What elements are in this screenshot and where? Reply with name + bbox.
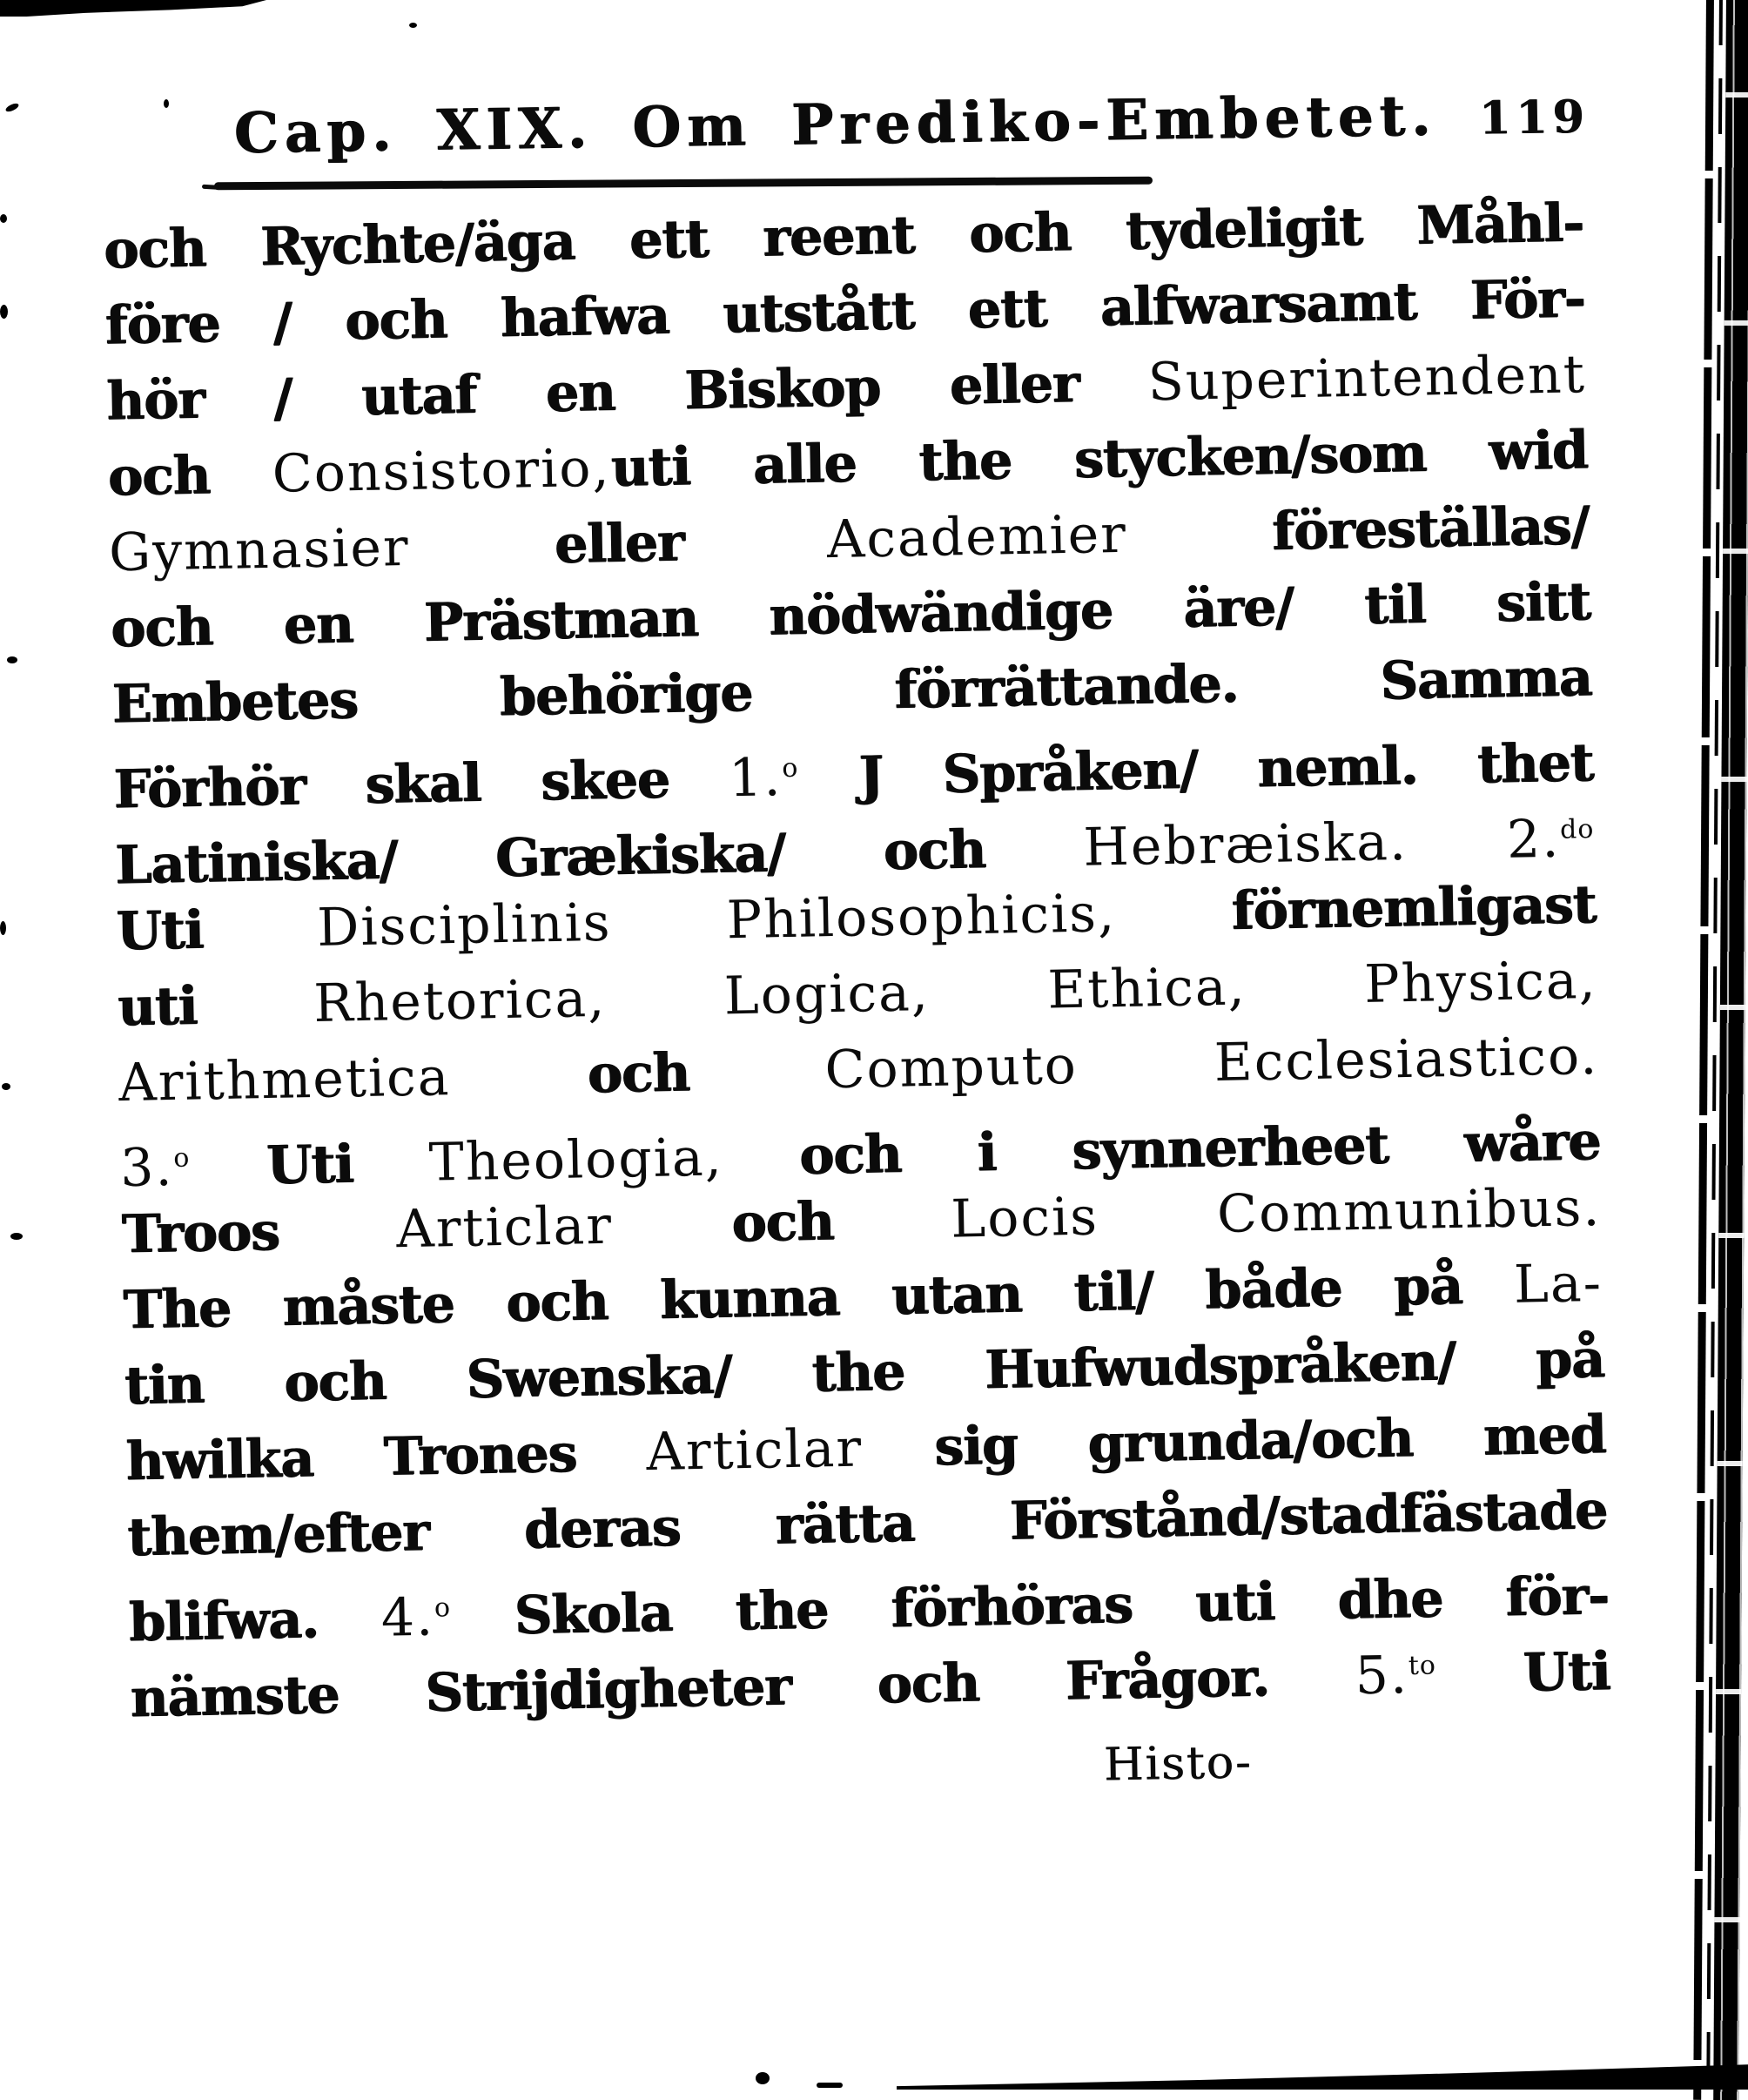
text-segment-antiqua: Gymnasier	[108, 514, 555, 584]
header-rule	[214, 177, 1153, 191]
text-segment-sup: o	[781, 752, 799, 784]
book-gutter-edge	[1690, 0, 1748, 2100]
ink-speck	[4, 102, 19, 113]
text-segment-antiqua: 5.	[1355, 1645, 1409, 1707]
text-segment-fraktur: och en Prästman nödwändige äre/ til sitt	[110, 571, 1591, 660]
text-segment-fraktur: föreställas/	[1271, 495, 1590, 562]
text-segment-antiqua: 3.	[119, 1136, 175, 1200]
text-segment-fraktur: Troos	[120, 1199, 398, 1266]
text-segment-sup: do	[1559, 814, 1595, 845]
text-segment-fraktur: förnemligast	[1230, 874, 1597, 942]
text-segment-antiqua: Theologia,	[428, 1127, 724, 1194]
text-segment-sup: to	[1408, 1650, 1437, 1682]
chapter-heading: Cap. XIX. Om Prediko-Embetet.	[233, 83, 1437, 166]
text-segment-fraktur: uti	[117, 973, 315, 1039]
text-segment-antiqua: Superintendent	[1147, 344, 1587, 414]
text-segment-antiqua: Articlar	[395, 1193, 732, 1261]
text-segment-antiqua: Academier	[826, 501, 1273, 571]
ink-speck	[409, 23, 417, 28]
text-segment-antiqua: 1.	[728, 747, 783, 810]
text-segment-fraktur: blifwa.	[128, 1587, 382, 1654]
text-segment-fraktur: Uti	[1435, 1640, 1610, 1706]
ink-speck	[0, 214, 7, 223]
running-header	[233, 81, 1590, 166]
text-segment-fraktur: J Språken/ neml. thet	[797, 732, 1594, 808]
scan-artifact-top-left	[0, 0, 266, 17]
text-segment-fraktur: Embetes behörige förrättande. Samma	[111, 647, 1592, 736]
text-segment-fraktur: uti alle the stycken/som wid	[609, 420, 1589, 499]
text-segment-fraktur: hör / utaf en Biskop eller	[105, 352, 1149, 433]
text-segment-antiqua: Articlar	[645, 1417, 935, 1484]
text-segment-sup: o	[434, 1592, 452, 1624]
text-segment-fraktur: Skola the förhöras uti dhe för-	[450, 1565, 1610, 1648]
body-text	[103, 185, 1610, 1727]
text-segment-fraktur: sig grunda/och med	[933, 1403, 1606, 1478]
text-segment-fraktur: Uti	[189, 1132, 430, 1198]
ink-speck	[0, 305, 8, 319]
scan-artifact-bottom-shadow	[897, 2062, 1748, 2090]
text-segment-antiqua: 4.	[380, 1586, 435, 1649]
text-segment-fraktur: Förhör skal skee	[112, 748, 729, 821]
text-segment-antiqua: La-	[1513, 1252, 1603, 1316]
text-segment-fraktur: och	[586, 1040, 826, 1106]
text-segment-fraktur: nämste Strijdigheter och Frågor.	[129, 1646, 1356, 1729]
text-segment-sup: o	[172, 1142, 191, 1174]
text-segment-antiqua: Locis Communibus.	[950, 1176, 1602, 1250]
text-segment-antiqua: Rhetorica, Logica, Ethica, Physica,	[313, 949, 1598, 1034]
text-segment-antiqua: Hebræiska. 2.	[1082, 808, 1561, 878]
text-segment-fraktur: hwilka Trones	[124, 1422, 648, 1493]
ink-speck	[817, 2083, 843, 2088]
text-segment-fraktur: före / och hafwa utstått ett alfwarsamt För-	[104, 268, 1585, 357]
text-segment-fraktur: The måste och kunna utan til/ både på	[122, 1254, 1515, 1342]
catchword: Histo-	[1103, 1736, 1253, 1792]
text-segment-fraktur: och	[730, 1188, 952, 1255]
text-segment-fraktur: och Rychte/äga ett reent och tydeligit Måhl-	[103, 192, 1584, 281]
text-segment-fraktur: tin och Swenska/ the Hufwudspråken/ på	[124, 1328, 1605, 1417]
ink-speck	[7, 656, 17, 663]
ink-speck	[164, 99, 169, 108]
ink-speck	[0, 921, 6, 935]
ink-speck	[756, 2072, 770, 2084]
text-segment-antiqua: Consistorio,	[272, 437, 612, 505]
text-segment-fraktur: Uti	[115, 897, 318, 963]
text-segment-fraktur: och i synnerheet wåre	[723, 1110, 1601, 1188]
text-segment-antiqua: Arithmetica	[118, 1044, 588, 1114]
text-segment-antiqua: Computo Ecclesiastico.	[824, 1025, 1599, 1101]
text-segment-fraktur: them/efter deras rätta Förstånd/stadfästade	[126, 1479, 1608, 1569]
text-segment-antiqua: Disciplinis Philosophicis,	[316, 880, 1233, 959]
text-segment-fraktur: och	[107, 443, 273, 508]
page-number: 119	[1478, 90, 1590, 145]
ink-speck	[2, 1083, 10, 1090]
text-segment-fraktur: eller	[553, 509, 828, 575]
ink-speck	[10, 1233, 23, 1240]
text-segment-fraktur: Latiniska/ Grækiska/ och	[114, 817, 1085, 897]
